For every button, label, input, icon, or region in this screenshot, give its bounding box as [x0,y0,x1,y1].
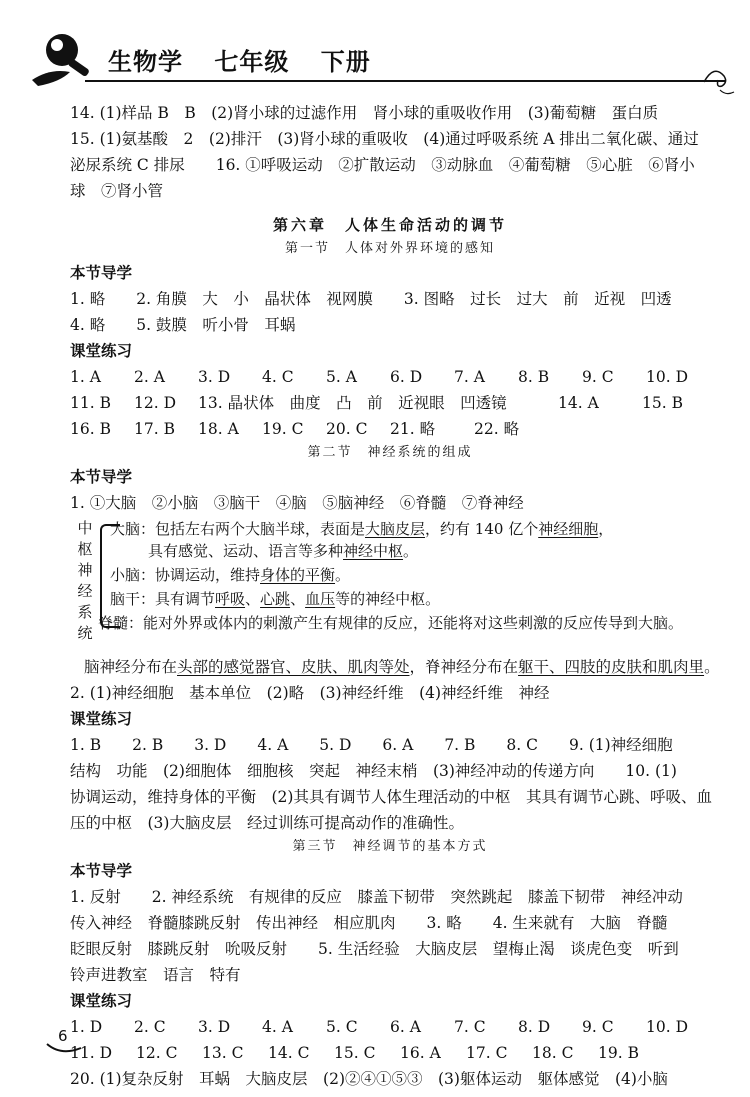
answer-cell: 16. B [70,420,111,438]
nervous-system-diagram [70,518,710,654]
answer-cell: 22. 略 [474,420,520,438]
answer-cell: 19. C [262,420,304,438]
answer-cell: 7. A [454,368,485,386]
chapter-title: 第六章 人体生命活动的调节 [272,216,507,234]
guide-line: 2. (1)神经细胞 基本单位 (2)略 (3)神经纤维 (4)神经纤维 神经 [70,684,550,702]
answer-cell: 4. A [262,1018,293,1036]
answer-cell: 1. A [70,368,101,386]
answer-cell: 9. C [582,1018,614,1036]
guide-line: 铃声进教室 语言 特有 [70,966,241,984]
answer-cell: 6. D [390,368,423,386]
practice-line: 结构 功能 (2)细胞体 细胞核 突起 神经末梢 (3)神经冲动的传递方向 10. (1) [70,762,677,780]
practice-heading: 课堂练习 [70,710,133,728]
answer-grid [70,1014,710,1040]
answer-cell: 14. A [558,394,599,412]
answer-cell: 1. D [70,1018,103,1036]
answer-cell: 13. 晶状体 曲度 凸 前 近视眼 凹透镜 [198,394,507,412]
section-title: 第三节 神经调节的基本方式 [292,839,488,854]
answer-cell: 18. A [198,420,239,438]
header-subject: 生物学 [108,48,183,76]
answer-cell: 9. C [582,368,614,386]
answer-cell: 7. C [454,1018,486,1036]
vine-ornament-icon [700,60,740,100]
diagram-cerebrum-2: 具有感觉、运动、语言等多种神经中枢。 [148,542,419,560]
answer-cell: 11. D [70,1044,113,1062]
practice-line: 压的中枢 (3)大脑皮层 经过训练可提高动作的准确性。 [70,814,464,832]
answer-cell: 20. C [326,420,368,438]
practice-line: 1. B 2. B 3. D 4. A 5. D 6. A 7. B 8. C 9. (1)神经细胞 [70,736,673,754]
practice-heading: 课堂练习 [70,342,133,360]
answer-cell: 11. B [70,394,111,412]
section-title: 第二节 神经系统的组成 [307,445,473,460]
guide-line: 1. 略 2. 角膜 大 小 晶状体 视网膜 3. 图略 过长 过大 前 近视 凹透 [70,290,672,308]
answer-line: 泌尿系统 C 排尿 16. ①呼吸运动 ②扩散运动 ③动脉血 ④葡萄糖 ⑤心脏 ⑥肾小 [70,156,695,174]
answer-cell: 5. C [326,1018,358,1036]
magnifier-logo-icon [30,28,100,88]
answer-cell: 18. C [532,1044,574,1062]
answer-cell: 8. D [518,1018,551,1036]
header-rule [85,80,725,82]
answer-grid [70,1040,710,1066]
answer-line: 球 ⑦肾小管 [70,182,164,200]
guide-line: 传入神经 脊髓膝跳反射 传出神经 相应肌肉 3. 略 4. 生来就有 大脑 脊髓 [70,914,668,932]
answer-cell: 6. A [390,1018,421,1036]
guide-heading: 本节导学 [70,264,133,282]
answer-cell: 15. C [334,1044,376,1062]
header-grade: 七年级 [214,48,290,76]
guide-line: 1. ①大脑 ②小脑 ③脑干 ④脑 ⑤脑神经 ⑥脊髓 ⑦脊神经 [70,494,524,512]
answer-grid [70,416,710,442]
guide-heading: 本节导学 [70,862,133,880]
answer-grid [70,390,710,416]
page-header [0,0,750,96]
answer-cell: 12. C [136,1044,178,1062]
page-number: 6 [58,1027,68,1045]
guide-line: 1. 反射 2. 神经系统 有规律的反应 膝盖下韧带 突然跳起 膝盖下韧带 神经冲动 [70,888,683,906]
answer-cell: 19. B [598,1044,639,1062]
diagram-nerves-line: 脑神经分布在头部的感觉器官、皮肤、肌肉等处，脊神经分布在躯干、四肢的皮肤和肌肉里。 [84,658,720,676]
diagram-spinal-cord: 脊髓：能对外界或体内的刺激产生有规律的反应，还能将对这些刺激的反应传导到大脑。 [98,614,684,632]
practice-heading: 课堂练习 [70,992,133,1010]
section-title: 第一节 人体对外界环境的感知 [284,241,495,256]
guide-heading: 本节导学 [70,468,133,486]
answer-cell: 17. B [134,420,175,438]
answer-cell: 3. D [198,368,231,386]
header-title [108,42,393,77]
guide-line: 眨眼反射 膝跳反射 吮吸反射 5. 生活经验 大脑皮层 望梅止渴 谈虎色变 听到 [70,940,679,958]
guide-line: 4. 略 5. 鼓膜 听小骨 耳蜗 [70,316,296,334]
answer-cell: 13. C [202,1044,244,1062]
header-volume: 下册 [320,48,371,76]
answer-cell: 17. C [466,1044,508,1062]
answer-cell: 14. C [268,1044,310,1062]
answer-cell: 10. D [646,368,689,386]
practice-line: 协调运动，维持身体的平衡 (2)其具有调节人体生理活动的中枢 其具有调节心跳、呼吸、血 [70,788,712,806]
answer-cell: 8. B [518,368,550,386]
diagram-cerebrum: 大脑：包括左右两个大脑半球，表面是大脑皮层，约有 140 亿个神经细胞， [110,520,614,538]
answer-cell: 5. A [326,368,357,386]
practice-line: 20. (1)复杂反射 耳蜗 大脑皮层 (2)②④①⑤③ (3)躯体运动 躯体感觉 (4)小脑 [70,1070,668,1088]
answer-cell: 21. 略 [390,420,436,438]
answer-cell: 10. D [646,1018,689,1036]
answer-cell: 3. D [198,1018,231,1036]
answer-line: 15. (1)氨基酸 2 (2)排汗 (3)肾小球的重吸收 (4)通过呼吸系统 A 排出二氧化碳、通过 [70,130,699,148]
answer-cell: 2. C [134,1018,166,1036]
diagram-brainstem: 脑干：具有调节呼吸、心跳、血压等的神经中枢。 [110,590,441,608]
answer-grid [70,364,710,390]
answer-cell: 4. C [262,368,294,386]
answer-line: 14. (1)样品 B B (2)肾小球的过滤作用 肾小球的重吸收作用 (3)葡萄糖 蛋白质 [70,104,659,122]
diagram-vertical-label: 中 枢 神 经 系 统 [77,519,93,642]
answer-cell: 15. B [642,394,683,412]
answer-cell: 16. A [400,1044,441,1062]
diagram-cerebellum: 小脑：协调运动，维持身体的平衡。 [110,566,351,584]
page-content [70,100,720,1092]
answer-cell: 12. D [134,394,177,412]
answer-cell: 2. A [134,368,165,386]
page-number-swoosh-icon [45,1040,85,1056]
